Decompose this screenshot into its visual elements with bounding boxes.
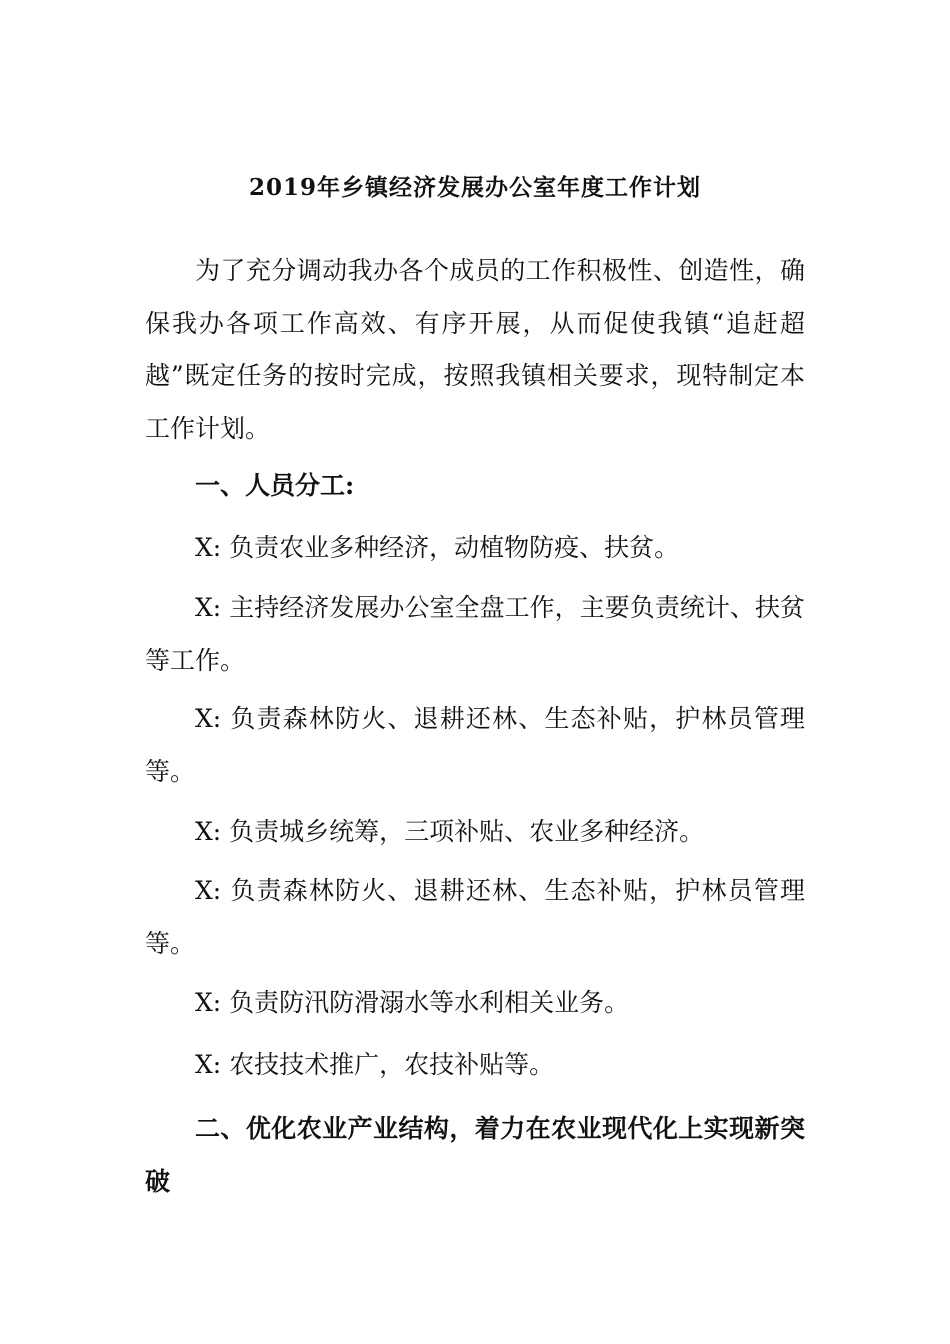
assignment-item: X: 负责森林防火、退耕还林、生态补贴，护林员管理等。	[145, 876, 805, 958]
section-heading-personnel: 一、人员分工:	[195, 471, 355, 500]
assignment-item: X: 主持经济发展办公室全盘工作，主要负责统计、扶贫等工作。	[145, 593, 805, 675]
assignment-item: X: 负责农业多种经济，动植物防疫、扶贫。	[195, 533, 680, 562]
assignment-item: X: 农技技术推广，农技补贴等。	[195, 1050, 555, 1079]
intro-paragraph: 为了充分调动我办各个成员的工作积极性、创造性，确保我办各项工作高效、有序开展，从而促使我镇“追赶超越”既定任务的按时完成，按照我镇相关要求，现特制定本工作计划。	[145, 256, 805, 443]
assignment-item: X: 负责城乡统筹，三项补贴、农业多种经济。	[195, 817, 705, 846]
assignment-item: X: 负责森林防火、退耕还林、生态补贴，护林员管理等。	[145, 704, 805, 786]
assignment-item: X: 负责防汛防滑溺水等水利相关业务。	[195, 988, 630, 1017]
document-title: 2019年乡镇经济发展办公室年度工作计划	[248, 174, 701, 201]
section-heading-agriculture: 二、优化农业产业结构，着力在农业现代化上实现新突破	[145, 1114, 805, 1196]
